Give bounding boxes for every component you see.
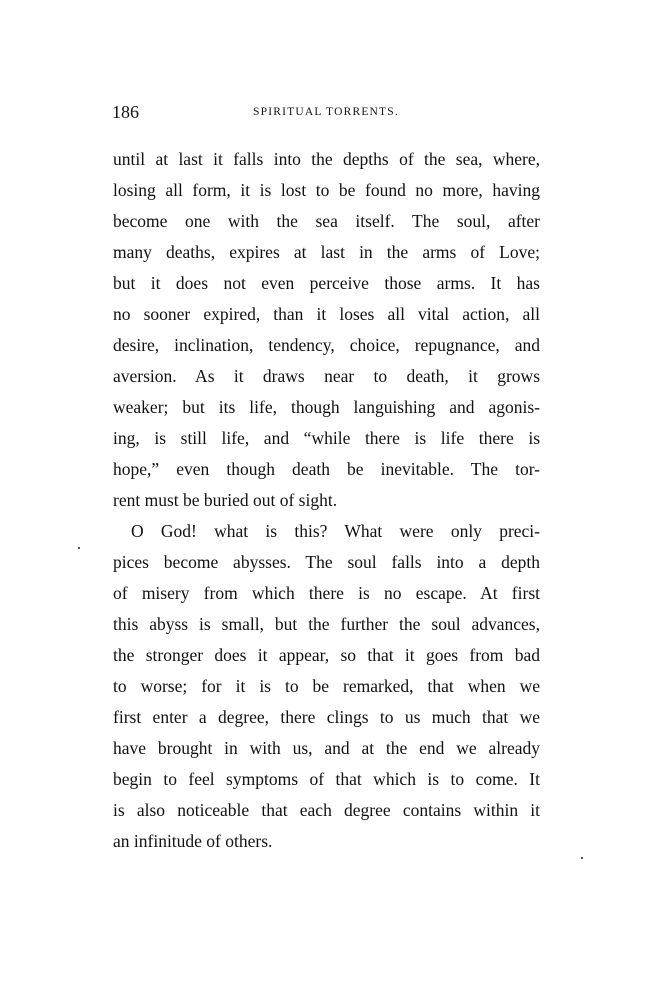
running-title: SPIRITUAL TORRENTS.: [253, 106, 399, 118]
text-line: ing, is still life, and “while there is life there is: [113, 428, 540, 448]
text-line: rent must be buried out of sight.: [113, 490, 338, 510]
paragraph: [113, 144, 540, 516]
text-line: this abyss is small, but the further the soul advances,: [113, 614, 540, 634]
scan-speck: [581, 857, 583, 859]
text-line: many deaths, expires at last in the arms of Love;: [113, 242, 540, 262]
paragraph: [113, 516, 540, 857]
text-line: aversion. As it draws near to death, it grows: [113, 366, 540, 386]
text-line: first enter a degree, there clings to us much that we: [113, 707, 540, 727]
text-line: no sooner expired, than it loses all vital action, all: [113, 304, 540, 324]
text-line: to worse; for it is to be remarked, that when we: [113, 676, 540, 696]
text-line: until at last it falls into the depths of the sea, where,: [113, 149, 540, 169]
text-line: have brought in with us, and at the end we already: [113, 738, 540, 758]
text-line: begin to feel symptoms of that which is to come. It: [113, 769, 540, 789]
text-line: of misery from which there is no escape. At first: [113, 583, 540, 603]
text-line: become one with the sea itself. The soul, after: [113, 211, 540, 231]
text-line: an infinitude of others.: [113, 831, 273, 851]
page-body: [113, 144, 540, 857]
page-number: 186: [112, 102, 139, 122]
text-line: pices become abysses. The soul falls into a depth: [113, 552, 540, 572]
text-line: the stronger does it appear, so that it goes from bad: [113, 645, 540, 665]
text-line: hope,” even though death be inevitable. The tor-: [113, 459, 540, 479]
page-header: [112, 102, 540, 124]
scan-speck: [78, 547, 80, 549]
text-line: O God! what is this? What were only preci-: [131, 521, 540, 541]
text-line: desire, inclination, tendency, choice, repugnance, and: [113, 335, 540, 355]
text-line: but it does not even perceive those arms. It has: [113, 273, 540, 293]
text-line: weaker; but its life, though languishing and agonis-: [113, 397, 540, 417]
text-line: is also noticeable that each degree contains within it: [113, 800, 540, 820]
text-line: losing all form, it is lost to be found no more, having: [113, 180, 540, 200]
